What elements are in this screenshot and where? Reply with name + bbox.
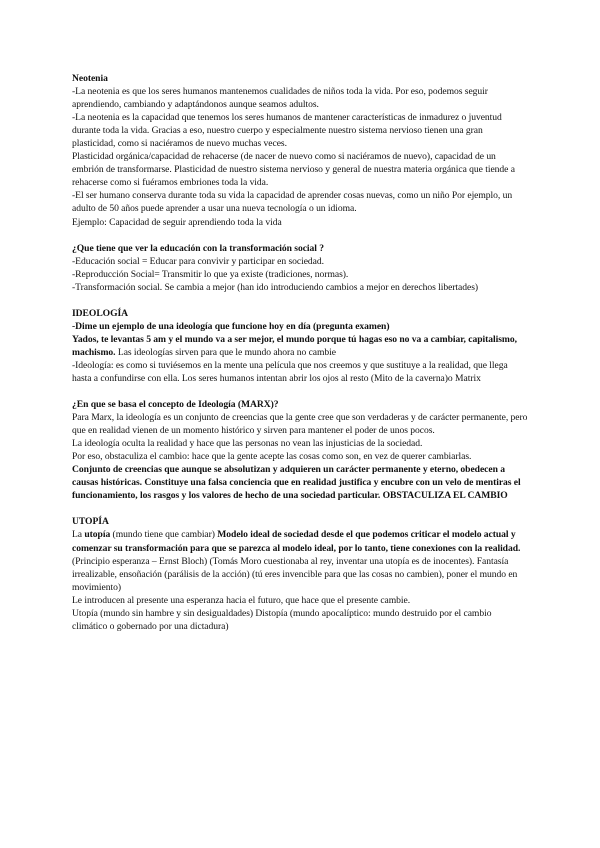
spacer xyxy=(72,385,528,398)
section-heading-marx: ¿En que se basa el concepto de Ideología (MARX)? xyxy=(72,399,279,411)
spacer xyxy=(72,502,528,515)
section-heading-educacion: ¿Que tiene que ver la educación con la transformación social ? xyxy=(72,242,325,254)
paragraph: -La neotenia es la capacidad que tenemos los seres humanos de mantener características de inmadurez o juventud durante toda la vida. Gracias a eso, nuestro cuerpo y especialmente nuestro sistema nervioso tienen una gran plasticidad, como si naciéramos de nuevo muchas veces. xyxy=(72,112,502,150)
paragraph: Utopía (mundo sin hambre y sin desigualdades) Distopía (mundo apocalíptico: mundo destruido por el cambio climático o gobernado por una dictadura) xyxy=(72,607,492,632)
paragraph: Para Marx, la ideología es un conjunto de creencias que la gente cree que son verdaderas y de carácter permanente, pero que en realidad vienen de un momento histórico y sirven para mantener el poder de unos pocos. xyxy=(72,412,528,437)
exam-question: -Dime un ejemplo de una ideología que funcione hoy en día (pregunta examen) xyxy=(72,320,390,332)
paragraph: Plasticidad orgánica/capacidad de rehacerse (de nacer de nuevo como si naciéramos de nuevo), capacidad de un embrión de transformarse. Plasticidad de nuestro sistema nervioso y general de nuestra materia orgánica que tiende a rehacerse como si fuéramos embriones toda la vida. xyxy=(72,151,515,189)
paragraph: -El ser humano conserva durante toda su vida la capacidad de aprender cosas nuevas, como un niño Por ejemplo, un adulto de 50 años puede aprender a usar una nueva tecnología o un idioma. xyxy=(72,190,513,215)
section-heading-utopia: UTOPÍA xyxy=(72,516,109,528)
document-body xyxy=(72,72,528,633)
spacer xyxy=(72,294,528,307)
section-heading-neotenia: Neotenia xyxy=(72,73,108,84)
paragraph: -Ideología: es como si tuviésemos en la mente una película que nos creemos y que sustituye a la realidad, que llega hasta a confundirse con ella. Los seres humanos intentan abrir los ojos al resto (Mito de la caverna)o Matrix xyxy=(72,359,508,384)
paragraph-bold: Conjunto de creencias que aunque se absolutizan y adquieren un carácter permanente y eterno, obedecen a causas históricas. Constituye una falsa conciencia que en realidad justifica y encubre con un velo de mentiras el funcionamiento, los rasgos y los valores de hecho de una sociedad particular. OBSTACULIZA EL CAMBIO xyxy=(72,464,521,502)
list-item: -Reproducción Social= Transmitir lo que ya existe (tradiciones, normas). xyxy=(72,268,349,280)
list-item: -Transformación social. Se cambia a mejor (han ido introduciendo cambios a mejor en derechos libertades) xyxy=(72,281,479,293)
paragraph: La utopía (mundo tiene que cambiar) Modelo ideal de sociedad desde el que podemos criticar el modelo actual y comenzar su transformación para que se parezca al modelo ideal, por lo tanto, tiene conexiones con la realidad. (Principio esperanza – Ernst Bloch) (Tomás Moro cuestionaba al rey, inventar una utopía es de inocentes). Fantasía irrealizable, ensoñación (parálisis de la acción) (tú eres invencible para que las cosas no cambien), poner el mundo en movimiento) xyxy=(72,529,521,593)
paragraph: Ejemplo: Capacidad de seguir aprendiendo toda la vida xyxy=(72,216,282,228)
spacer xyxy=(72,229,528,242)
paragraph: -La neotenia es que los seres humanos mantenemos cualidades de niños toda la vida. Por eso, podemos seguir aprendiendo, cambiando y adaptándonos aunque seamos adultos. xyxy=(72,86,488,111)
section-heading-ideologia: IDEOLOGÍA xyxy=(72,307,129,319)
paragraph: Le introducen al presente una esperanza hacia el futuro, que hace que el presente cambie. xyxy=(72,594,411,606)
paragraph: Por eso, obstaculiza el cambio: hace que la gente acepte las cosas como son, en vez de querer cambiarlas. xyxy=(72,451,472,463)
list-item: -Educación social = Educar para convivir y participar en sociedad. xyxy=(72,255,324,267)
paragraph: La ideología oculta la realidad y hace que las personas no vean las injusticias de la sociedad. xyxy=(72,438,423,450)
exam-answer: Yados, te levantas 5 am y el mundo va a ser mejor, el mundo porque tú hagas eso no va a cambiar, capitalismo, machismo. Las ideologías sirven para que le mundo ahora no cambie xyxy=(72,333,517,358)
